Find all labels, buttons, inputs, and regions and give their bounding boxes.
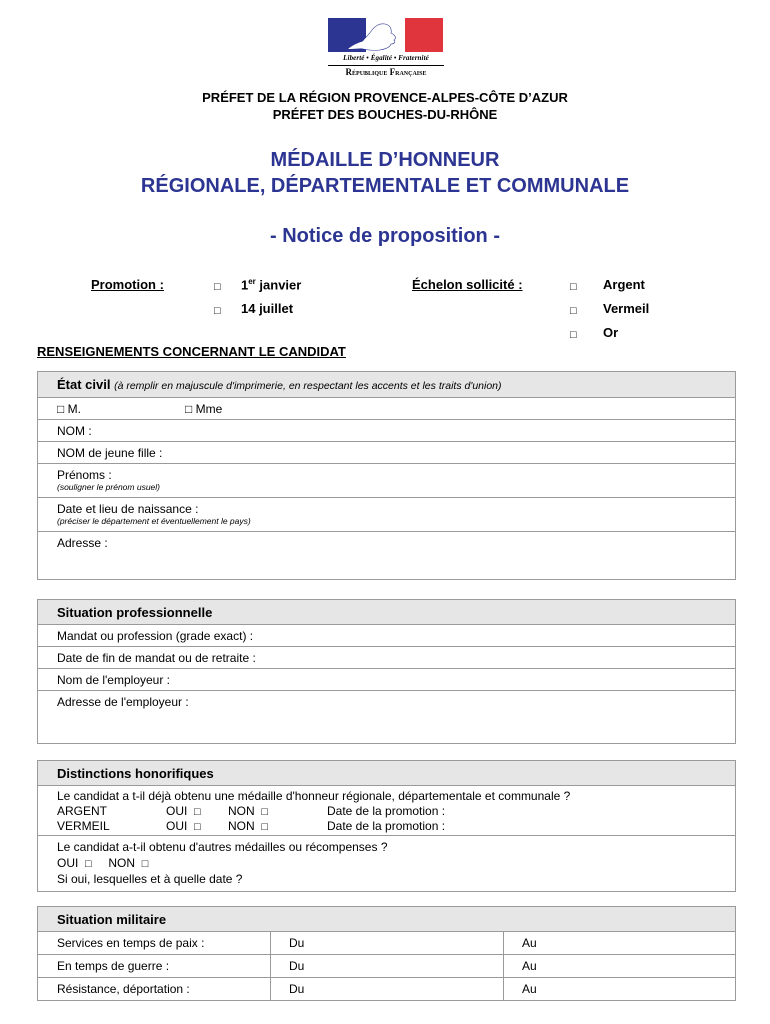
si-oui-text: Si oui, lesquelles et à quelle date ?: [57, 872, 243, 886]
au-label: Au: [522, 936, 537, 950]
marianne-flag-icon: [328, 18, 443, 52]
employeur-label: Nom de l'employeur :: [57, 673, 171, 687]
medaille-question: Le candidat a t-il déjà obtenu une médaille d'honneur régionale, départementale et communale ?: [57, 789, 571, 803]
du-label: Du: [289, 982, 305, 996]
militaire-row-guerre: [38, 954, 735, 977]
militaire-heading: Situation militaire: [57, 912, 167, 927]
argent-date-promotion: Date de la promotion :: [327, 804, 446, 818]
naissance-field[interactable]: [38, 497, 735, 531]
naissance-label: Date et lieu de naissance :: [57, 502, 199, 516]
civilite-mme-checkbox[interactable]: □ Mme: [185, 402, 223, 416]
autres-non-checkbox[interactable]: □: [141, 857, 149, 870]
echelon-or-checkbox[interactable]: □: [570, 329, 577, 341]
etat-civil-note: (à remplir en majuscule d'imprimerie, en respectant les accents et les traits d'union): [114, 380, 502, 392]
situation-pro-table: [37, 599, 736, 744]
militaire-guerre-au-field[interactable]: [503, 955, 537, 977]
vermeil-label: VERMEIL: [57, 819, 110, 833]
promotion-janvier-checkbox[interactable]: □: [214, 281, 221, 293]
distinctions-header: [38, 761, 735, 785]
adresse-employeur-label: Adresse de l'employeur :: [57, 695, 189, 709]
promotion-juillet-label: 14 juillet: [241, 301, 294, 316]
fin-mandat-label: Date de fin de mandat ou de retraite :: [57, 651, 256, 665]
echelon-argent-checkbox[interactable]: □: [570, 281, 577, 293]
du-label: Du: [289, 936, 305, 950]
argent-oui: OUI □: [166, 804, 201, 818]
nom-jeune-fille-field[interactable]: [38, 441, 735, 463]
adresse-employeur-field[interactable]: [38, 690, 735, 743]
etat-civil-table: [37, 371, 736, 580]
etat-civil-header: [38, 372, 735, 397]
militaire-table: [37, 906, 736, 1001]
vermeil-line: [57, 819, 735, 834]
promotion-juillet-checkbox[interactable]: □: [214, 305, 221, 317]
prenoms-field[interactable]: [38, 463, 735, 497]
mandat-field[interactable]: [38, 624, 735, 646]
prenoms-label: Prénoms :: [57, 468, 112, 482]
vermeil-date-promotion: Date de la promotion :: [327, 819, 446, 833]
militaire-resistance-label: Résistance, déportation :: [57, 982, 190, 996]
medaille-block: [38, 785, 735, 835]
situation-pro-header: [38, 600, 735, 624]
etat-civil-heading: État civil: [57, 377, 111, 392]
argent-non-checkbox[interactable]: □: [261, 806, 268, 818]
au-label: Au: [522, 982, 537, 996]
prefet-departement: PRÉFET DES BOUCHES-DU-RHÔNE: [272, 107, 498, 122]
naissance-note: (préciser le département et éventuellement le pays): [57, 516, 251, 526]
militaire-paix-label: Services en temps de paix :: [57, 936, 205, 950]
militaire-header: [38, 907, 735, 931]
vermeil-non: NON □: [228, 819, 268, 833]
vermeil-oui: OUI □: [166, 819, 201, 833]
adresse-field[interactable]: [38, 531, 735, 579]
argent-non: NON □: [228, 804, 268, 818]
employeur-field[interactable]: [38, 668, 735, 690]
militaire-resistance-au-field[interactable]: [503, 978, 537, 1000]
mandat-label: Mandat ou profession (grade exact) :: [57, 629, 254, 643]
vermeil-non-checkbox[interactable]: □: [261, 821, 268, 833]
fin-mandat-field[interactable]: [38, 646, 735, 668]
civilite-m-checkbox[interactable]: □ M.: [57, 402, 81, 416]
page-title-line1: MÉDAILLE D’HONNEUR: [270, 149, 500, 171]
nom-field[interactable]: [38, 419, 735, 441]
autres-oui-checkbox[interactable]: □: [85, 857, 92, 870]
argent-oui-checkbox[interactable]: □: [194, 806, 201, 818]
promotion-label: Promotion :: [91, 277, 164, 292]
militaire-row-paix: [38, 931, 735, 954]
prenoms-note: (souligner le prénom usuel): [57, 482, 160, 492]
autres-medailles-question: Le candidat a-t-il obtenu d'autres médailles ou récompenses ?: [57, 840, 388, 854]
prefet-region: PRÉFET DE LA RÉGION PROVENCE-ALPES-CÔTE D’AZUR: [202, 90, 568, 105]
militaire-paix-du-field[interactable]: [270, 932, 304, 954]
echelon-argent-label: Argent: [603, 277, 645, 292]
argent-line: [57, 804, 735, 819]
militaire-resistance-du-field[interactable]: [270, 978, 304, 1000]
du-label: Du: [289, 959, 305, 973]
marianne-logo: [328, 18, 444, 80]
page-title-line2: RÉGIONALE, DÉPARTEMENTALE ET COMMUNALE: [140, 175, 630, 197]
adresse-label: Adresse :: [57, 536, 108, 550]
republique-text: République Française: [328, 65, 444, 77]
autres-oui-non-line: [57, 856, 735, 873]
nom-jeune-fille-label: NOM de jeune fille :: [57, 446, 163, 460]
situation-pro-heading: Situation professionnelle: [57, 605, 213, 620]
autres-medailles-block: [38, 835, 735, 891]
nom-label: NOM :: [57, 424, 92, 438]
militaire-guerre-du-field[interactable]: [270, 955, 304, 977]
echelon-vermeil-checkbox[interactable]: □: [570, 305, 577, 317]
militaire-paix-au-field[interactable]: [503, 932, 537, 954]
civilite-row: [38, 397, 735, 419]
autres-oui-label: OUI: [57, 855, 79, 870]
echelon-label: Échelon sollicité :: [412, 277, 523, 292]
argent-label: ARGENT: [57, 804, 108, 818]
militaire-row-resistance: [38, 977, 735, 1000]
militaire-guerre-label: En temps de guerre :: [57, 959, 170, 973]
au-label: Au: [522, 959, 537, 973]
page-subtitle: - Notice de proposition -: [270, 225, 500, 247]
echelon-vermeil-label: Vermeil: [603, 301, 650, 316]
autres-non-label: NON: [108, 855, 136, 870]
distinctions-table: [37, 760, 736, 892]
motto-text: Liberté • Égalité • Fraternité: [343, 54, 429, 62]
promotion-janvier-label: 1er janvier: [241, 277, 302, 293]
renseignements-heading: RENSEIGNEMENTS CONCERNANT LE CANDIDAT: [37, 344, 346, 359]
vermeil-oui-checkbox[interactable]: □: [194, 821, 201, 833]
distinctions-heading: Distinctions honorifiques: [57, 766, 214, 781]
echelon-or-label: Or: [603, 325, 619, 340]
